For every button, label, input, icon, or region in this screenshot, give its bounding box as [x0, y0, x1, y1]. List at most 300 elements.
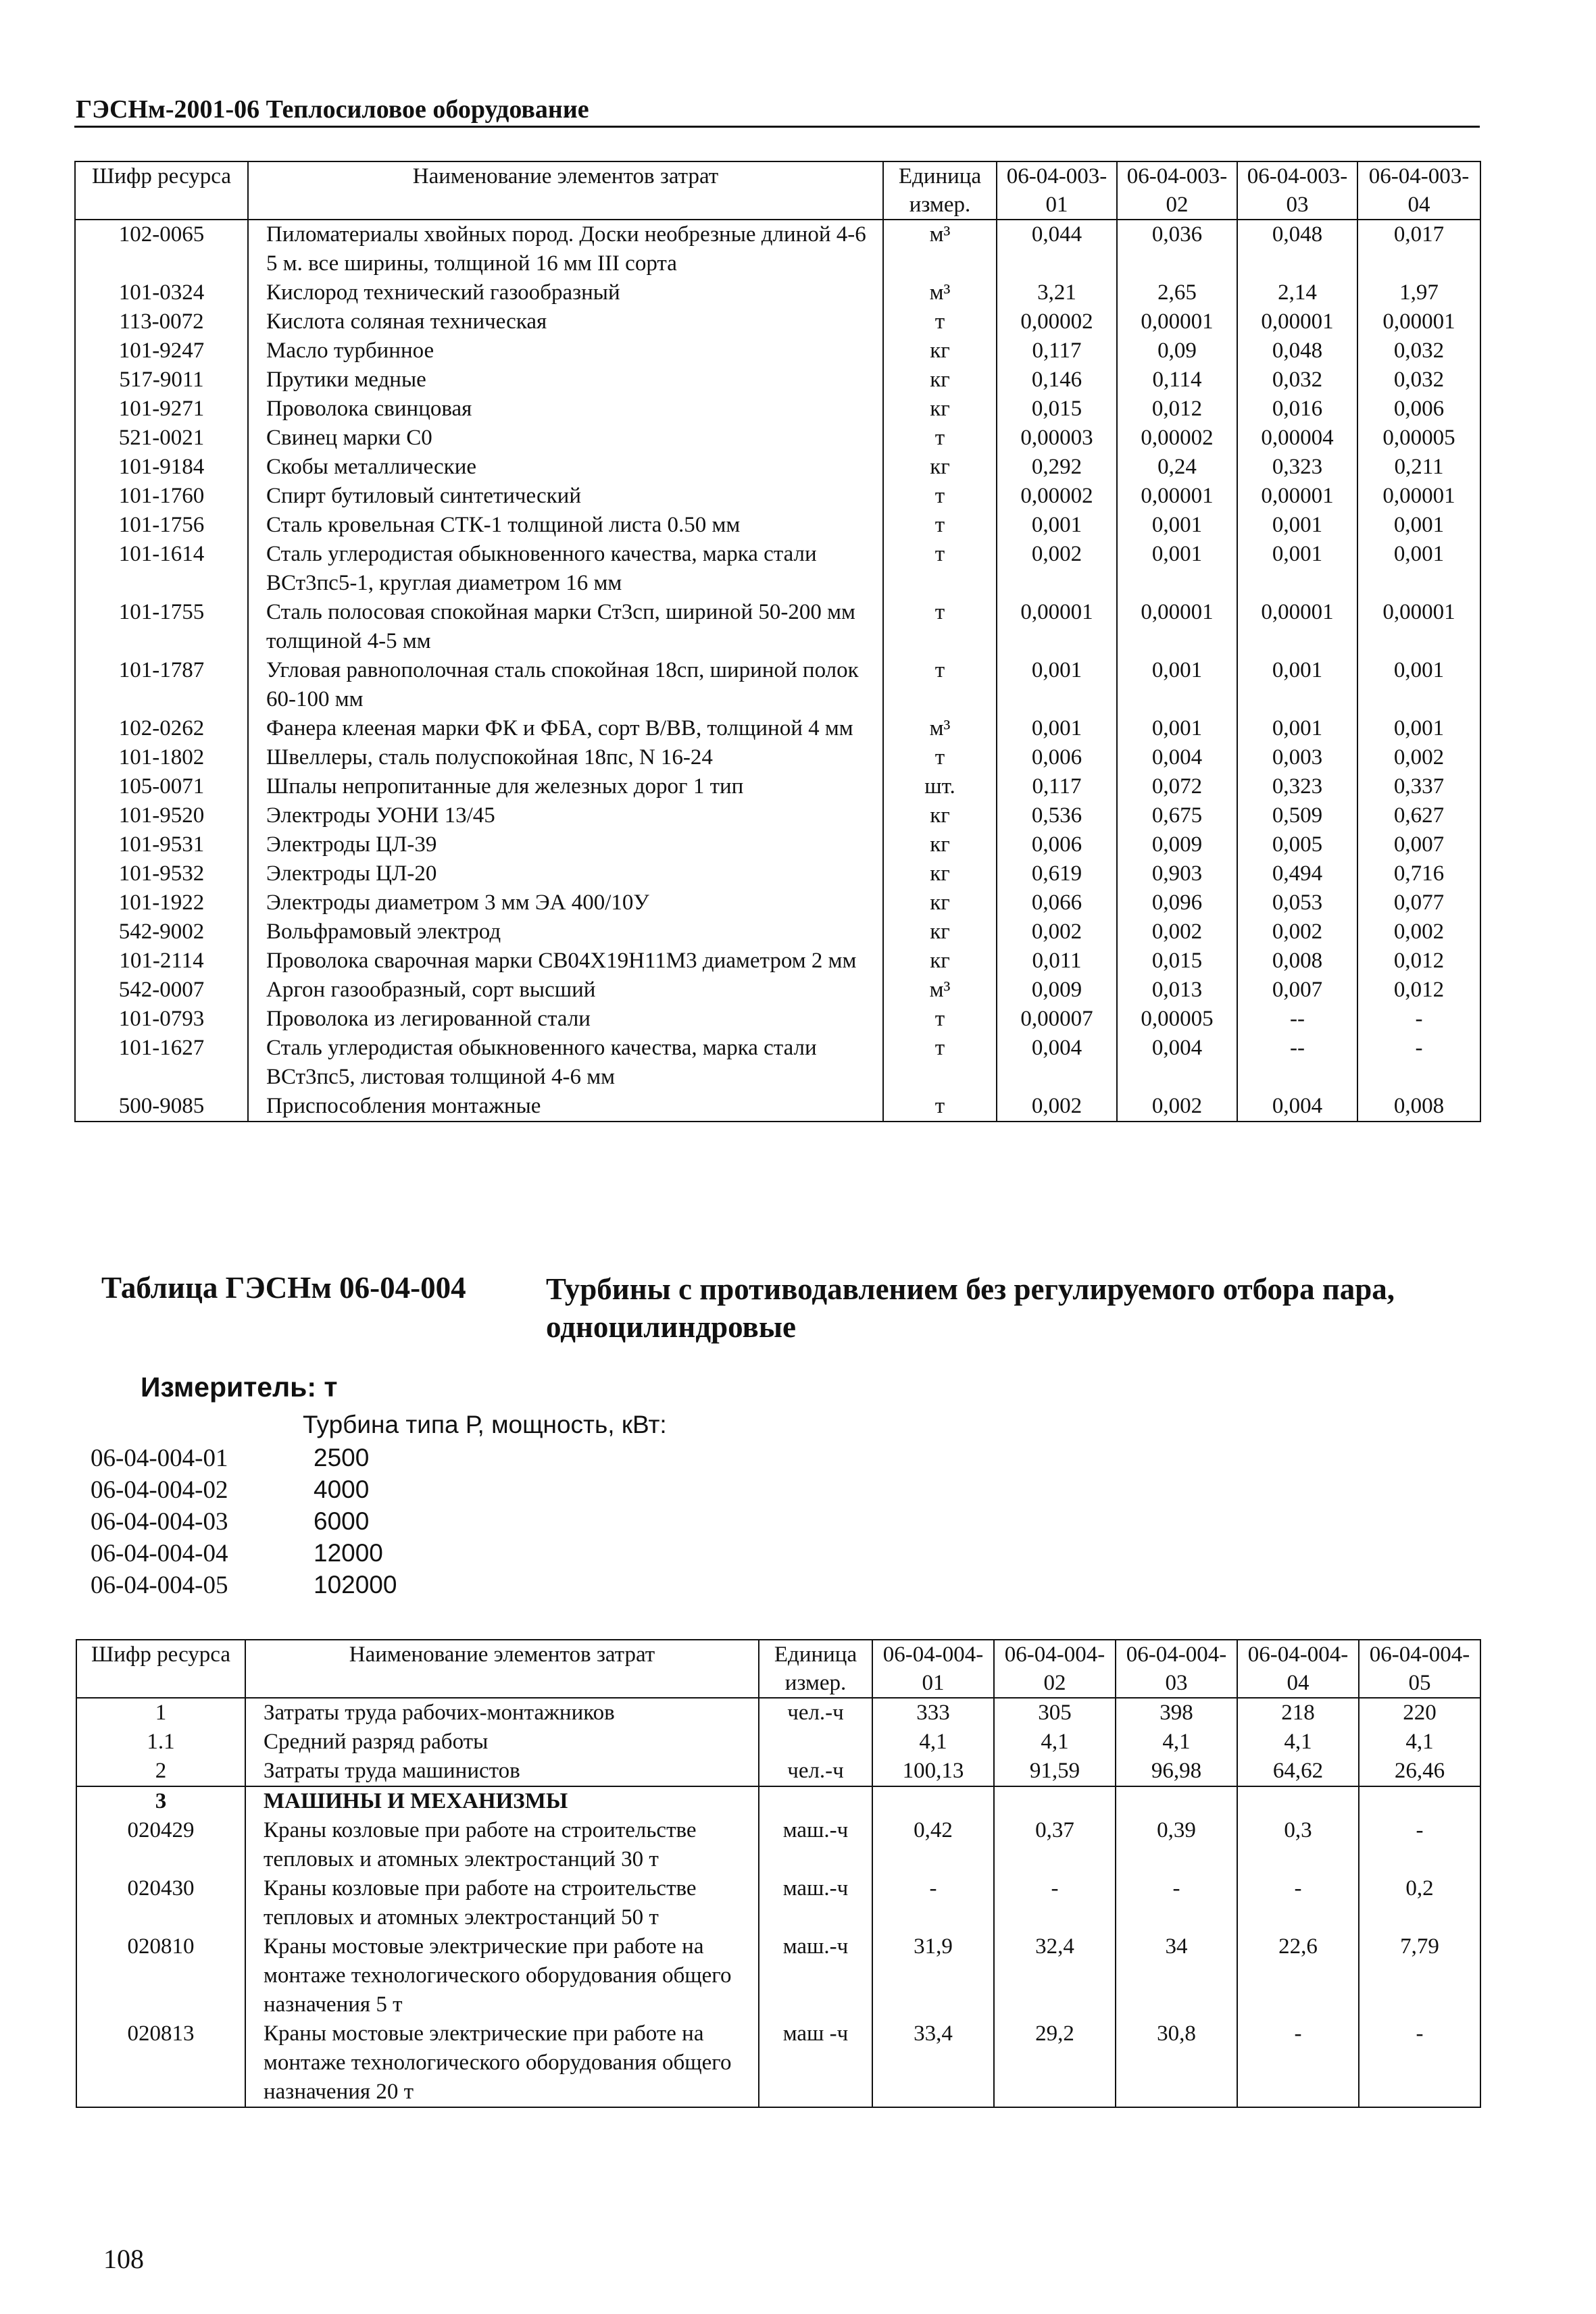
cell-name: Затраты труда машинистов	[245, 1757, 759, 1786]
cell-unit: кг	[883, 947, 997, 976]
table-row	[75, 772, 1480, 801]
cell-name: Проволока из легированной стали	[248, 1005, 883, 1034]
cell-value: 31,9	[872, 1932, 994, 2019]
cell-value: 0,006	[997, 830, 1117, 859]
table-row	[75, 540, 1480, 598]
cell-code: 101-9531	[75, 830, 248, 859]
cell-value: -	[1359, 2019, 1480, 2107]
variant-item	[91, 1476, 369, 1505]
cell-code: 102-0262	[75, 714, 248, 743]
cell-value: 0,494	[1237, 859, 1357, 888]
cell-code: 101-1614	[75, 540, 248, 598]
cell-unit: м³	[883, 714, 997, 743]
cell-value	[1116, 1786, 1237, 1816]
cell-value: 0,001	[1357, 714, 1480, 743]
cell-name: Скобы металлические	[248, 453, 883, 482]
cell-value: 0,114	[1117, 366, 1237, 395]
cell-value: 0,009	[1117, 830, 1237, 859]
cell-name: Сталь кровельная СТК-1 толщиной листа 0.50 мм	[248, 511, 883, 540]
table-row	[75, 714, 1480, 743]
cell-value: 0,001	[1237, 540, 1357, 598]
cell-value: 0,627	[1357, 801, 1480, 830]
cell-value: -	[1116, 1874, 1237, 1932]
table-row	[75, 801, 1480, 830]
cell-value: -	[1237, 1874, 1359, 1932]
col-header-code: Шифр ресурса	[76, 1640, 245, 1698]
cell-value: 96,98	[1116, 1757, 1237, 1786]
cell-value: 91,59	[994, 1757, 1116, 1786]
table-row	[76, 1698, 1480, 1728]
cell-unit: т	[883, 598, 997, 656]
cell-unit: чел.-ч	[759, 1757, 872, 1786]
table-row	[75, 976, 1480, 1005]
cell-unit: кг	[883, 453, 997, 482]
cell-unit: шт.	[883, 772, 997, 801]
cell-code: 020429	[76, 1816, 245, 1874]
cell-code: 105-0071	[75, 772, 248, 801]
cell-value: 0,00002	[997, 482, 1117, 511]
cell-value: 0,003	[1237, 743, 1357, 772]
cell-unit: кг	[883, 888, 997, 917]
cell-value: 0,053	[1237, 888, 1357, 917]
cell-value: 0,903	[1117, 859, 1237, 888]
table-title-label: Таблица ГЭСНм 06-04-004	[101, 1271, 466, 1305]
variant-item	[91, 1539, 383, 1568]
cell-unit: т	[883, 424, 997, 453]
cell-unit: т	[883, 1005, 997, 1034]
cell-value	[1359, 1786, 1480, 1816]
col-header-variant: 06-04-004-01	[872, 1640, 994, 1698]
cell-unit: маш -ч	[759, 2019, 872, 2107]
table-row	[75, 830, 1480, 859]
col-header-name: Наименование элементов затрат	[245, 1640, 759, 1698]
cell-value: 0,015	[997, 395, 1117, 424]
cell-value: 0,001	[1357, 511, 1480, 540]
col-header-variant: 06-04-004-04	[1237, 1640, 1359, 1698]
cell-value: 0,001	[1117, 511, 1237, 540]
cell-value: 0,2	[1359, 1874, 1480, 1932]
cell-name: Краны козловые при работе на строительстве тепловых и атомных электростанций 50 т	[245, 1874, 759, 1932]
table-row	[75, 453, 1480, 482]
cell-unit: т	[883, 1034, 997, 1092]
table-row	[75, 1005, 1480, 1034]
cell-name: Сталь углеродистая обыкновенного качества, марка стали ВСт3пс5-1, круглая диаметром 16 мм	[248, 540, 883, 598]
cell-value: -	[1357, 1034, 1480, 1092]
cell-value: 0,001	[1237, 656, 1357, 714]
cell-value: 0,146	[997, 366, 1117, 395]
cell-code: 101-1755	[75, 598, 248, 656]
cell-value: 0,048	[1237, 336, 1357, 366]
cell-value: 0,675	[1117, 801, 1237, 830]
cell-value: 0,37	[994, 1816, 1116, 1874]
cell-value: 0,09	[1117, 336, 1237, 366]
cell-value: 0,00005	[1357, 424, 1480, 453]
cell-unit: маш.-ч	[759, 1874, 872, 1932]
cell-value: 4,1	[1237, 1728, 1359, 1757]
cell-value: 0,00004	[1237, 424, 1357, 453]
cell-value: --	[1237, 1005, 1357, 1034]
cell-name: Затраты труда рабочих-монтажников	[245, 1698, 759, 1728]
cell-code: 101-1802	[75, 743, 248, 772]
cell-name: Краны козловые при работе на строительстве тепловых и атомных электростанций 30 т	[245, 1816, 759, 1874]
cell-value: 32,4	[994, 1932, 1116, 2019]
table-title-text: Турбины с противодавлением без регулируемого отбора пара, одноцилиндровые	[546, 1272, 1395, 1344]
table-row	[76, 1816, 1480, 1874]
cell-value: 0,015	[1117, 947, 1237, 976]
cell-value: 0,00002	[1117, 424, 1237, 453]
cell-name: Проволока сварочная марки СВ04Х19Н11М3 диаметром 2 мм	[248, 947, 883, 976]
cell-value: 0,619	[997, 859, 1117, 888]
cell-value: 0,001	[997, 656, 1117, 714]
cell-unit	[759, 1728, 872, 1757]
cell-unit: м³	[883, 976, 997, 1005]
cell-value: 0,292	[997, 453, 1117, 482]
cell-value: 4,1	[1359, 1728, 1480, 1757]
cell-code: 101-0324	[75, 278, 248, 307]
cell-value: 0,004	[1237, 1092, 1357, 1122]
header-rule	[74, 126, 1480, 128]
cell-value: 0,008	[1237, 947, 1357, 976]
cell-name: Кислота соляная техническая	[248, 307, 883, 336]
cell-value: 0,002	[1357, 743, 1480, 772]
table-row	[76, 1757, 1480, 1786]
col-header-unit: Единица измер.	[883, 161, 997, 220]
cell-name: Краны мостовые электрические при работе на монтаже технологического оборудования общего назначения 5 т	[245, 1932, 759, 2019]
cell-value: 0,004	[1117, 743, 1237, 772]
cell-unit: т	[883, 743, 997, 772]
cell-code: 1	[76, 1698, 245, 1728]
cell-value: 0,007	[1237, 976, 1357, 1005]
table-row	[75, 1092, 1480, 1122]
cell-name: Масло турбинное	[248, 336, 883, 366]
cell-value: 333	[872, 1698, 994, 1728]
cell-code: 521-0021	[75, 424, 248, 453]
cell-value: -	[1357, 1005, 1480, 1034]
table-row	[75, 395, 1480, 424]
cell-name: Вольфрамовый электрод	[248, 917, 883, 947]
cell-value: 4,1	[872, 1728, 994, 1757]
cell-unit: маш.-ч	[759, 1816, 872, 1874]
table-row	[75, 947, 1480, 976]
cell-unit: кг	[883, 801, 997, 830]
cell-value: -	[872, 1874, 994, 1932]
table-row	[75, 917, 1480, 947]
cell-value: 0,536	[997, 801, 1117, 830]
cell-value	[994, 1786, 1116, 1816]
cell-unit	[759, 1786, 872, 1816]
cell-value: -	[994, 1874, 1116, 1932]
cell-value: 0,323	[1237, 772, 1357, 801]
cell-name: Угловая равнополочная сталь спокойная 18сп, шириной полок 60-100 мм	[248, 656, 883, 714]
cell-code: 517-9011	[75, 366, 248, 395]
cell-value: 0,002	[997, 917, 1117, 947]
cell-value: 0,011	[997, 947, 1117, 976]
cell-unit: т	[883, 1092, 997, 1122]
cell-value: 0,066	[997, 888, 1117, 917]
cell-name: Проволока свинцовая	[248, 395, 883, 424]
cell-value: --	[1237, 1034, 1357, 1092]
cell-value: 305	[994, 1698, 1116, 1728]
variant-item	[91, 1507, 369, 1536]
cell-value: 0,002	[997, 1092, 1117, 1122]
cell-name: Кислород технический газообразный	[248, 278, 883, 307]
table-row	[75, 220, 1480, 278]
cell-value: 0,001	[1237, 714, 1357, 743]
variant-item	[91, 1444, 369, 1473]
cell-value: 0,323	[1237, 453, 1357, 482]
cell-value: 0,00001	[1357, 307, 1480, 336]
cell-code: 101-9520	[75, 801, 248, 830]
cell-value: 0,001	[1117, 714, 1237, 743]
cell-code: 020430	[76, 1874, 245, 1932]
cell-value: 0,002	[1237, 917, 1357, 947]
table-row	[75, 888, 1480, 917]
cell-name: Электроды ЦЛ-39	[248, 830, 883, 859]
cell-name: Средний разряд работы	[245, 1728, 759, 1757]
cell-code: 101-1922	[75, 888, 248, 917]
cell-value: 0,032	[1357, 336, 1480, 366]
cell-value	[872, 1786, 994, 1816]
cell-value: 0,002	[997, 540, 1117, 598]
variant-code: 06-04-004-04	[91, 1540, 228, 1567]
cell-code: 101-9247	[75, 336, 248, 366]
cell-value: 0,004	[997, 1034, 1117, 1092]
cell-value: 0,117	[997, 336, 1117, 366]
col-header-variant: 06-04-004-03	[1116, 1640, 1237, 1698]
cell-unit: маш.-ч	[759, 1932, 872, 2019]
cell-value: 0,032	[1237, 366, 1357, 395]
cell-name: Спирт бутиловый синтетический	[248, 482, 883, 511]
cell-value: 29,2	[994, 2019, 1116, 2107]
table-header-row	[76, 1640, 1480, 1698]
cell-value: 0,211	[1357, 453, 1480, 482]
cell-unit: чел.-ч	[759, 1698, 872, 1728]
cell-code: 101-9184	[75, 453, 248, 482]
cell-name: Аргон газообразный, сорт высший	[248, 976, 883, 1005]
cell-value: 0,005	[1237, 830, 1357, 859]
col-header-code: Шифр ресурса	[75, 161, 248, 220]
cell-unit: кг	[883, 859, 997, 888]
cell-name: Сталь углеродистая обыкновенного качества, марка стали ВСт3пс5, листовая толщиной 4-6 мм	[248, 1034, 883, 1092]
cell-value: 0,509	[1237, 801, 1357, 830]
col-header-variant: 06-04-003-03	[1237, 161, 1357, 220]
table-row	[76, 1874, 1480, 1932]
cell-value: 398	[1116, 1698, 1237, 1728]
cell-value: 0,032	[1357, 366, 1480, 395]
cell-value: 0,006	[1357, 395, 1480, 424]
cell-name: Швеллеры, сталь полуспокойная 18пс, N 16-24	[248, 743, 883, 772]
cell-unit: т	[883, 540, 997, 598]
cell-value: 0,00005	[1117, 1005, 1237, 1034]
col-header-variant: 06-04-003-01	[997, 161, 1117, 220]
cell-value: 0,001	[1237, 511, 1357, 540]
variant-code: 06-04-004-05	[91, 1571, 228, 1599]
cell-value: 0,016	[1237, 395, 1357, 424]
cell-name: Сталь полосовая спокойная марки Ст3сп, шириной 50-200 мм толщиной 4-5 мм	[248, 598, 883, 656]
cell-value: 0,012	[1357, 947, 1480, 976]
cell-value: 4,1	[1116, 1728, 1237, 1757]
variant-value: 6000	[314, 1507, 370, 1535]
col-header-variant: 06-04-004-02	[994, 1640, 1116, 1698]
cell-value: 3,21	[997, 278, 1117, 307]
cell-value: 0,117	[997, 772, 1117, 801]
cell-value: 2,65	[1117, 278, 1237, 307]
cell-value: 26,46	[1359, 1757, 1480, 1786]
cell-value: 0,001	[997, 511, 1117, 540]
table-row	[75, 482, 1480, 511]
col-header-name: Наименование элементов затрат	[248, 161, 883, 220]
cell-unit: кг	[883, 830, 997, 859]
cell-code: 3	[76, 1786, 245, 1816]
cell-name: Приспособления монтажные	[248, 1092, 883, 1122]
cell-name: Электроды ЦЛ-20	[248, 859, 883, 888]
cell-value: 0,00001	[1237, 482, 1357, 511]
cell-unit: т	[883, 656, 997, 714]
cell-value: 4,1	[994, 1728, 1116, 1757]
cell-value: -	[1359, 1816, 1480, 1874]
cell-name: Краны мостовые электрические при работе на монтаже технологического оборудования общего назначения 20 т	[245, 2019, 759, 2107]
table-row	[76, 1728, 1480, 1757]
cell-value: 0,013	[1117, 976, 1237, 1005]
table-row	[75, 511, 1480, 540]
cell-value: 0,044	[997, 220, 1117, 278]
cell-value: 0,072	[1117, 772, 1237, 801]
cell-value: 0,00001	[1117, 598, 1237, 656]
cell-unit: кг	[883, 395, 997, 424]
cell-code: 113-0072	[75, 307, 248, 336]
cell-name: Свинец марки С0	[248, 424, 883, 453]
cell-value: 0,00001	[1357, 598, 1480, 656]
variant-value: 2500	[314, 1444, 370, 1472]
variants-caption: Турбина типа Р, мощность, кВт:	[303, 1411, 667, 1438]
cell-value: 0,001	[1357, 540, 1480, 598]
cell-value: 0,00001	[1357, 482, 1480, 511]
resource-table-004	[76, 1639, 1481, 2108]
cell-unit: кг	[883, 336, 997, 366]
table-row	[75, 743, 1480, 772]
table-row	[75, 307, 1480, 336]
cell-code: 1.1	[76, 1728, 245, 1757]
cell-value: 0,004	[1117, 1034, 1237, 1092]
variant-value: 12000	[314, 1539, 383, 1567]
variant-value: 4000	[314, 1476, 370, 1503]
cell-value: 0,009	[997, 976, 1117, 1005]
cell-value: 218	[1237, 1698, 1359, 1728]
cell-value: 22,6	[1237, 1932, 1359, 2019]
table-row	[76, 2019, 1480, 2107]
cell-value: 0,337	[1357, 772, 1480, 801]
table-row	[75, 656, 1480, 714]
cell-name: МАШИНЫ И МЕХАНИЗМЫ	[245, 1786, 759, 1816]
cell-value: 0,00001	[997, 598, 1117, 656]
cell-code: 101-1627	[75, 1034, 248, 1092]
page-number: 108	[103, 2244, 144, 2274]
cell-value: 0,39	[1116, 1816, 1237, 1874]
variant-value: 102000	[314, 1571, 397, 1599]
cell-unit: кг	[883, 366, 997, 395]
cell-value: 0,007	[1357, 830, 1480, 859]
table-row	[75, 424, 1480, 453]
cell-code: 020810	[76, 1932, 245, 2019]
cell-value: 0,00002	[997, 307, 1117, 336]
cell-value: 1,97	[1357, 278, 1480, 307]
cell-value: 0,077	[1357, 888, 1480, 917]
cell-value	[1237, 1786, 1359, 1816]
resource-table-003	[74, 161, 1481, 1122]
cell-unit: кг	[883, 917, 997, 947]
cell-code: 101-2114	[75, 947, 248, 976]
running-header: ГЭСНм-2001-06 Теплосиловое оборудование	[76, 95, 589, 124]
cell-code: 101-1787	[75, 656, 248, 714]
cell-value: 0,00001	[1237, 598, 1357, 656]
cell-value: 0,42	[872, 1816, 994, 1874]
col-header-variant: 06-04-003-04	[1357, 161, 1480, 220]
cell-name: Электроды УОНИ 13/45	[248, 801, 883, 830]
cell-code: 101-9271	[75, 395, 248, 424]
variant-code: 06-04-004-01	[91, 1444, 228, 1472]
cell-value: 0,00007	[997, 1005, 1117, 1034]
cell-value: 0,001	[1357, 656, 1480, 714]
cell-name: Прутики медные	[248, 366, 883, 395]
variant-code: 06-04-004-03	[91, 1508, 228, 1536]
cell-value: 0,002	[1117, 917, 1237, 947]
cell-value: 0,017	[1357, 220, 1480, 278]
section-row	[76, 1786, 1480, 1816]
cell-unit: т	[883, 511, 997, 540]
table-row	[76, 1932, 1480, 2019]
cell-value: 0,001	[1117, 540, 1237, 598]
col-header-variant: 06-04-003-02	[1117, 161, 1237, 220]
col-header-unit: Единица измер.	[759, 1640, 872, 1698]
table-row	[75, 336, 1480, 366]
cell-code: 020813	[76, 2019, 245, 2107]
cell-value: 0,006	[997, 743, 1117, 772]
table-row	[75, 598, 1480, 656]
cell-value: 64,62	[1237, 1757, 1359, 1786]
cell-value: 0,002	[1357, 917, 1480, 947]
cell-value: 0,00003	[997, 424, 1117, 453]
cell-code: 2	[76, 1757, 245, 1786]
table-header-row	[75, 161, 1480, 220]
cell-value: 0,001	[1117, 656, 1237, 714]
cell-code: 101-9532	[75, 859, 248, 888]
table-row	[75, 278, 1480, 307]
table-row	[75, 859, 1480, 888]
cell-name: Шпалы непропитанные для железных дорог 1 тип	[248, 772, 883, 801]
cell-value: 0,012	[1357, 976, 1480, 1005]
cell-unit: т	[883, 482, 997, 511]
cell-value: -	[1237, 2019, 1359, 2107]
cell-unit: т	[883, 307, 997, 336]
table-row	[75, 366, 1480, 395]
cell-value: 0,716	[1357, 859, 1480, 888]
cell-name: Пиломатериалы хвойных пород. Доски необрезные длиной 4-6 5 м. все ширины, толщиной 16 мм III сорта	[248, 220, 883, 278]
cell-value: 30,8	[1116, 2019, 1237, 2107]
cell-name: Электроды диаметром 3 мм ЭА 400/10У	[248, 888, 883, 917]
cell-value: 0,3	[1237, 1816, 1359, 1874]
cell-code: 102-0065	[75, 220, 248, 278]
measure-unit: Измеритель: т	[141, 1372, 338, 1403]
cell-code: 101-1760	[75, 482, 248, 511]
cell-value: 7,79	[1359, 1932, 1480, 2019]
cell-value: 100,13	[872, 1757, 994, 1786]
cell-value: 33,4	[872, 2019, 994, 2107]
cell-unit: м³	[883, 278, 997, 307]
cell-value: 34	[1116, 1932, 1237, 2019]
cell-value: 0,00001	[1117, 482, 1237, 511]
cell-value: 0,036	[1117, 220, 1237, 278]
cell-value: 0,00001	[1117, 307, 1237, 336]
